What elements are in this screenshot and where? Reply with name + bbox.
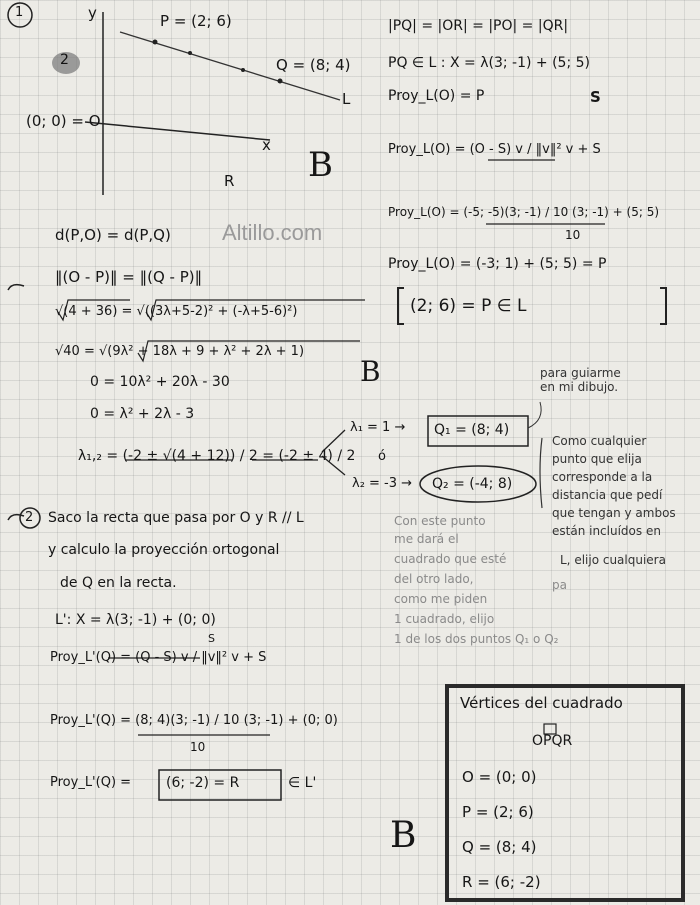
doodle-1 — [8, 285, 24, 290]
rc-line-6: Proy_L(O) = (-3; 1) + (5; 5) = P — [388, 256, 607, 272]
lw-line-1: d(P,O) = d(P,Q) — [55, 226, 171, 244]
lw-line-5: 0 = 10λ² + 20λ - 30 — [90, 374, 230, 390]
lambda-1: λ₁ = 1 → — [350, 420, 406, 435]
part-two-proj-2-den: 10 — [190, 740, 206, 754]
lambda-2: λ₂ = -3 → — [352, 476, 413, 491]
faint-note-6: 1 cuadrado, elijo — [394, 612, 495, 626]
rc-line-3: Proy_L(O) = P — [388, 88, 485, 104]
s-label: S — [590, 88, 601, 106]
watermark: Altillo.com — [222, 220, 323, 245]
bracket-left — [398, 288, 404, 324]
part-two-eq: L': X = λ(3; -1) + (0; 0) — [55, 612, 216, 628]
part-two-proj-1: Proy_L'(Q) = (Q - S) v / ‖v‖² v + S — [50, 650, 267, 665]
part-two-line-3: de Q en la recta. — [60, 575, 177, 591]
dot-mid-1 — [188, 51, 192, 55]
vertex-q: Q = (8; 4) — [462, 838, 537, 856]
vertices-subtitle: OPQR — [532, 733, 573, 749]
dot-mid-2 — [241, 68, 245, 72]
side-note-3: corresponde a la — [552, 470, 653, 484]
q1-value: Q₁ = (8; 4) — [434, 422, 510, 438]
part-two-line-1: Saco la recta que pasa por O y R // L — [48, 510, 304, 526]
problem-number: 1 — [15, 5, 24, 20]
lw-line-7: λ₁,₂ = (-2 ± √(4 + 12)) / 2 = (-2 ± 4) / 2 — [78, 448, 356, 464]
point-q-label: Q = (8; 4) — [276, 56, 351, 74]
axis-y-label: y — [88, 4, 97, 22]
side-note-2: punto que elija — [552, 452, 642, 466]
faint-note-3: cuadrado que esté — [394, 552, 507, 566]
b-mark-3: B — [390, 815, 417, 856]
faint-note-5: como me piden — [394, 592, 488, 606]
side-note-5: que tengan y ambos — [552, 506, 676, 520]
faint-note-7: 1 de los dos puntos Q₁ o Q₂ — [394, 632, 559, 646]
part-two-badge: 2 — [25, 510, 34, 525]
point-p-label: P = (2; 6) — [160, 12, 232, 30]
arrow-note-1: para guiarme — [540, 366, 621, 380]
dot-p — [153, 40, 158, 45]
lambda-or: ó — [378, 449, 386, 464]
x-axis — [85, 122, 270, 140]
lw-line-2: ‖(O - P)‖ = ‖(Q - P)‖ — [55, 268, 203, 286]
dot-q — [278, 79, 283, 84]
q2-value: Q₂ = (-4; 8) — [432, 476, 513, 492]
lw-line-3: √(4 + 36) = √((3λ+5-2)² + (-λ+5-6)²) — [55, 304, 298, 319]
part-two-proj-3-post: ∈ L' — [288, 775, 317, 791]
vertices-box — [445, 684, 685, 902]
faint-note-2: me dará el — [394, 532, 459, 546]
lw-line-4: √40 = √(9λ² + 18λ + 9 + λ² + 2λ + 1) — [55, 344, 305, 359]
bracket-right — [660, 288, 666, 324]
side-note-7: L, elijo cualquiera — [560, 553, 666, 567]
r-value: (6; -2) = R — [166, 775, 240, 791]
ten-label: 10 — [565, 228, 581, 242]
side-note-6: están incluídos en — [552, 524, 661, 538]
line-l-label: L — [342, 90, 351, 108]
axis-x-label: x — [262, 136, 271, 154]
doodle-2 — [8, 515, 24, 520]
side-note-4: distancia que pedí — [552, 488, 663, 502]
vertex-r: R = (6; -2) — [462, 873, 541, 891]
b-mark-1: B — [308, 145, 333, 185]
faint-note-1: Con este punto — [394, 514, 486, 528]
vertex-p: P = (2; 6) — [462, 803, 534, 821]
faint-note-4: del otro lado, — [394, 572, 474, 586]
point-r-label: R — [224, 172, 235, 190]
rc-line-4: Proy_L(O) = (O - S) v / ‖v‖² v + S — [388, 142, 601, 157]
lw-line-6: 0 = λ² + 2λ - 3 — [90, 406, 195, 422]
part-two-s-mark: S — [208, 632, 215, 645]
rc-line-7: (2; 6) = P ∈ L — [410, 296, 527, 316]
rc-line-1: |PQ| = |OR| = |PO| = |QR| — [388, 18, 569, 34]
vertex-o: O = (0; 0) — [462, 768, 537, 786]
section-badge: 2 — [60, 52, 69, 68]
part-two-line-2: y calculo la proyección ortogonal — [48, 542, 280, 558]
arrow-note-2: en mi dibujo. — [540, 380, 619, 394]
side-note-1: Como cualquier — [552, 434, 647, 448]
note-pointer — [528, 402, 541, 428]
vertices-title: Vértices del cuadrado — [460, 694, 623, 712]
b-mark-2: B — [360, 355, 381, 388]
part-two-proj-3-pre: Proy_L'(Q) = — [50, 775, 132, 790]
point-o-label: (0; 0) = O — [26, 112, 101, 130]
part-two-proj-2: Proy_L'(Q) = (8; 4)(3; -1) / 10 (3; -1) + (0; 0) — [50, 713, 338, 728]
faint-extra: pa — [552, 578, 567, 592]
rc-line-2: PQ ∈ L : X = λ(3; -1) + (5; 5) — [388, 55, 590, 71]
rc-line-5: Proy_L(O) = (-5; -5)(3; -1) / 10 (3; -1) + (5; 5) — [388, 205, 660, 219]
note-bracket — [540, 438, 542, 508]
